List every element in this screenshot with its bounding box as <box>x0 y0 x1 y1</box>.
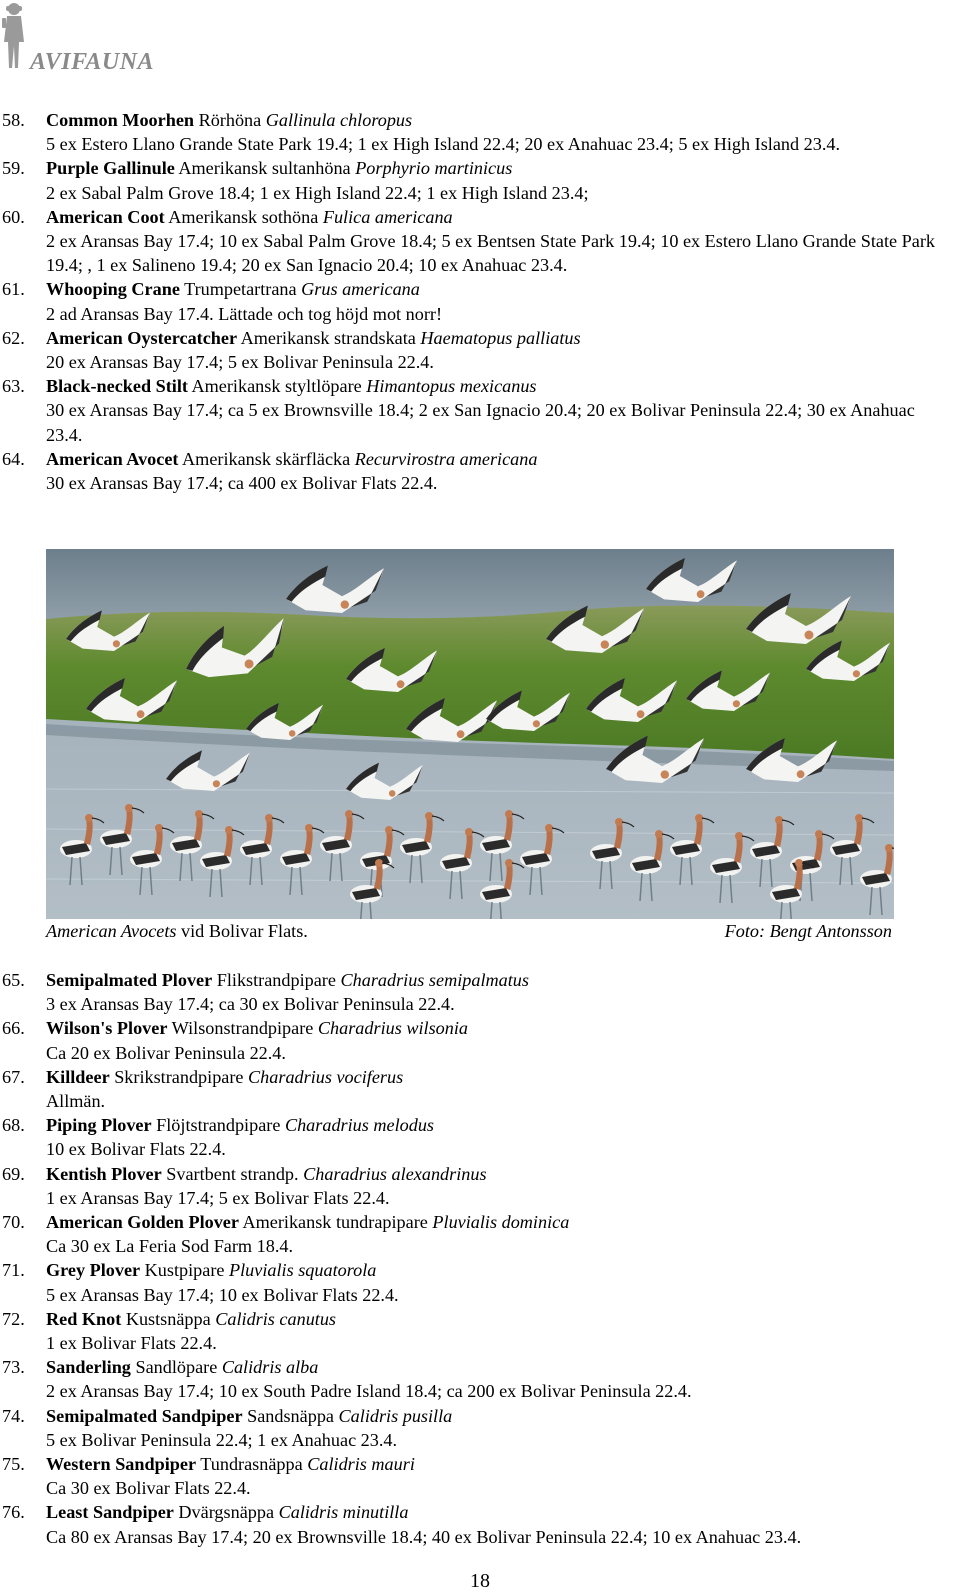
observation-text: Ca 30 ex La Feria Sod Farm 18.4. <box>46 1236 294 1257</box>
birdwatcher-silhouette-icon <box>2 2 28 72</box>
observation-text: 2 ex Sabal Palm Grove 18.4; 1 ex High Island 22.4; 1 ex High Island 23.4; <box>46 182 589 203</box>
species-entry <box>0 1258 960 1306</box>
observation-text: Ca 80 ex Aransas Bay 17.4; 20 ex Brownsville 18.4; 40 ex Bolivar Peninsula 22.4; 10 ex Anahuac 23.4. <box>46 1526 802 1547</box>
entry-number: 60. <box>2 206 25 227</box>
scientific-name: Calidris alba <box>221 1357 319 1378</box>
swedish-name: Flikstrandpipare <box>216 970 336 990</box>
entry-number: 61. <box>2 279 25 300</box>
english-name: Kentish Plover <box>46 1163 162 1184</box>
english-name: American Golden Plover <box>46 1212 239 1233</box>
entry-number: 74. <box>2 1405 25 1426</box>
swedish-name: Tundrasnäppa <box>200 1454 303 1475</box>
english-name: Grey Plover <box>46 1260 141 1281</box>
species-entry <box>0 1210 960 1258</box>
scientific-name: Calidris canutus <box>215 1308 337 1329</box>
entry-number: 67. <box>2 1066 25 1087</box>
english-name: Sanderling <box>46 1357 131 1378</box>
species-entry <box>0 1500 960 1548</box>
avocet-photo-illustration <box>46 549 894 919</box>
swedish-name: Sandsnäppa <box>247 1405 334 1426</box>
species-name-line <box>46 326 940 350</box>
entry-number: 59. <box>2 158 25 179</box>
scientific-name: Haematopus palliatus <box>420 327 581 348</box>
entry-number: 66. <box>2 1018 25 1039</box>
swedish-name: Svartbent strandp. <box>166 1163 299 1184</box>
observation-text: 10 ex Bolivar Flats 22.4. <box>46 1139 226 1160</box>
english-name: Piping Plover <box>46 1115 152 1136</box>
scientific-name: Pluvialis dominica <box>432 1212 570 1233</box>
scientific-name: Charadrius vociferus <box>248 1066 404 1087</box>
english-name: Whooping Crane <box>46 279 180 300</box>
species-entry <box>0 156 960 204</box>
scientific-name: Calidris mauri <box>307 1454 415 1475</box>
scientific-name: Fulica americana <box>322 206 453 227</box>
species-name-line <box>46 1452 940 1476</box>
species-entry <box>0 326 960 374</box>
species-entry <box>0 1113 960 1161</box>
english-name: Killdeer <box>46 1066 110 1087</box>
caption-species: American Avocets <box>46 921 177 941</box>
observation-text: 2 ex Aransas Bay 17.4; 10 ex South Padre Island 18.4; ca 200 ex Bolivar Peninsula 22.4. <box>46 1381 692 1402</box>
species-entry <box>0 1162 960 1210</box>
swedish-name: Trumpetartrana <box>184 279 297 300</box>
species-entry <box>0 277 960 325</box>
species-name-line <box>46 1162 940 1186</box>
scientific-name: Porphyrio martinicus <box>355 158 513 179</box>
swedish-name: Rörhöna <box>198 110 262 130</box>
english-name: American Oystercatcher <box>46 327 238 348</box>
species-list-top <box>0 108 960 495</box>
species-entry <box>0 205 960 278</box>
english-name: Black-necked Stilt <box>46 376 188 397</box>
english-name: Semipalmated Plover <box>46 970 213 990</box>
observation-text: 2 ex Aransas Bay 17.4; 10 ex Sabal Palm Grove 18.4; 5 ex Bentsen State Park 19.4; 10 ex Estero Llano Grande State Park 19.4; , 1 ex Salineno 19.4; 20 ex San Ignacio 20.4; 10 ex Anahuac 23.4. <box>46 231 935 276</box>
species-list-bottom <box>0 968 960 1549</box>
logo-text: AVIFAUNA <box>30 49 155 75</box>
species-entry <box>0 1355 960 1403</box>
species-entry <box>0 447 960 495</box>
english-name: American Avocet <box>46 448 179 469</box>
english-name: Purple Gallinule <box>46 158 175 179</box>
species-name-line <box>46 1065 940 1089</box>
observation-text: 1 ex Bolivar Flats 22.4. <box>46 1333 217 1354</box>
entry-number: 68. <box>2 1115 25 1136</box>
swedish-name: Skrikstrandpipare <box>114 1066 244 1087</box>
scientific-name: Charadrius semipalmatus <box>340 970 529 990</box>
scientific-name: Charadrius alexandrinus <box>303 1163 487 1184</box>
photo-caption <box>46 921 308 942</box>
scientific-name: Calidris pusilla <box>338 1405 453 1426</box>
swedish-name: Flöjtstrandpipare <box>156 1115 281 1136</box>
species-name-line <box>46 374 940 398</box>
entry-number: 73. <box>2 1357 25 1378</box>
species-name-line <box>46 108 940 132</box>
observation-text: Ca 30 ex Bolivar Flats 22.4. <box>46 1478 251 1499</box>
species-name-line <box>46 968 940 992</box>
species-name-line <box>46 1016 940 1040</box>
species-entry <box>0 1065 960 1113</box>
avifauna-logo <box>0 0 200 80</box>
species-name-line <box>46 1210 940 1234</box>
species-name-line <box>46 1307 940 1331</box>
entry-number: 64. <box>2 448 25 469</box>
species-entry <box>0 1016 960 1064</box>
swedish-name: Dvärgsnäppa <box>178 1502 275 1523</box>
species-name-line <box>46 1404 940 1428</box>
observation-text: 1 ex Aransas Bay 17.4; 5 ex Bolivar Flats 22.4. <box>46 1187 390 1208</box>
english-name: Least Sandpiper <box>46 1502 174 1523</box>
observation-text: Allmän. <box>46 1091 106 1112</box>
english-name: Red Knot <box>46 1308 122 1329</box>
entry-number: 69. <box>2 1163 25 1184</box>
entry-number: 63. <box>2 376 25 397</box>
entry-number: 65. <box>2 970 25 990</box>
observation-text: 3 ex Aransas Bay 17.4; ca 30 ex Bolivar Peninsula 22.4. <box>46 994 455 1015</box>
swedish-name: Kustsnäppa <box>125 1308 211 1329</box>
observation-text: 30 ex Aransas Bay 17.4; ca 400 ex Bolivar Flats 22.4. <box>46 473 438 494</box>
swedish-name: Wilsonstrandpipare <box>171 1018 314 1039</box>
avocet-photo <box>46 549 894 919</box>
scientific-name: Grus americana <box>301 279 420 300</box>
swedish-name: Amerikansk strandskata <box>240 327 416 348</box>
scientific-name: Calidris minutilla <box>278 1502 409 1523</box>
swedish-name: Amerikansk styltlöpare <box>191 376 362 397</box>
species-entry <box>0 1307 960 1355</box>
scientific-name: Recurvirostra americana <box>354 448 538 469</box>
photo-credit: Foto: Bengt Antonsson <box>724 921 892 941</box>
entry-number: 75. <box>2 1454 25 1475</box>
page-number: 18 <box>470 1570 490 1592</box>
scientific-name: Charadrius wilsonia <box>317 1018 468 1039</box>
observation-text: 5 ex Bolivar Peninsula 22.4; 1 ex Anahuac 23.4. <box>46 1429 398 1450</box>
observation-text: Ca 20 ex Bolivar Peninsula 22.4. <box>46 1042 286 1063</box>
species-entry <box>0 968 960 1016</box>
entry-number: 76. <box>2 1502 25 1523</box>
swedish-name: Amerikansk tundrapipare <box>242 1212 428 1233</box>
swedish-name: Kustpipare <box>144 1260 225 1281</box>
species-entry <box>0 108 960 156</box>
caption-location: vid Bolivar Flats. <box>176 921 308 941</box>
scientific-name: Charadrius melodus <box>284 1115 435 1136</box>
english-name: Common Moorhen <box>46 110 195 130</box>
species-name-line <box>46 1500 940 1524</box>
scientific-name: Pluvialis squatorola <box>229 1260 377 1281</box>
scientific-name: Gallinula chloropus <box>265 110 413 130</box>
observation-text: 2 ad Aransas Bay 17.4. Lättade och tog höjd mot norr! <box>46 303 442 324</box>
species-name-line <box>46 156 940 180</box>
entry-number: 71. <box>2 1260 25 1281</box>
species-name-line <box>46 1355 940 1379</box>
species-entry <box>0 374 960 447</box>
species-entry <box>0 1452 960 1500</box>
species-entry <box>0 1404 960 1452</box>
observation-text: 30 ex Aransas Bay 17.4; ca 5 ex Brownsville 18.4; 2 ex San Ignacio 20.4; 20 ex Bolivar Peninsula 22.4; 30 ex Anahuac 23.4. <box>46 400 915 445</box>
swedish-name: Sandlöpare <box>135 1357 218 1378</box>
swedish-name: Amerikansk skärfläcka <box>182 448 351 469</box>
species-name-line <box>46 1113 940 1137</box>
entry-number: 58. <box>2 110 25 130</box>
scientific-name: Himantopus mexicanus <box>366 376 537 397</box>
observation-text: 5 ex Estero Llano Grande State Park 19.4; 1 ex High Island 22.4; 20 ex Anahuac 23.4; 5 ex High Island 23.4. <box>46 134 841 155</box>
swedish-name: Amerikansk sothöna <box>168 206 319 227</box>
english-name: American Coot <box>46 206 165 227</box>
english-name: Western Sandpiper <box>46 1454 197 1475</box>
entry-number: 70. <box>2 1212 25 1233</box>
species-name-line <box>46 1258 940 1282</box>
english-name: Semipalmated Sandpiper <box>46 1405 243 1426</box>
species-name-line <box>46 205 940 229</box>
swedish-name: Amerikansk sultanhöna <box>178 158 351 179</box>
species-name-line <box>46 447 940 471</box>
entry-number: 72. <box>2 1308 25 1329</box>
observation-text: 20 ex Aransas Bay 17.4; 5 ex Bolivar Peninsula 22.4. <box>46 352 434 373</box>
observation-text: 5 ex Aransas Bay 17.4; 10 ex Bolivar Flats 22.4. <box>46 1284 399 1305</box>
entry-number: 62. <box>2 327 25 348</box>
english-name: Wilson's Plover <box>46 1018 168 1039</box>
species-name-line <box>46 277 940 301</box>
